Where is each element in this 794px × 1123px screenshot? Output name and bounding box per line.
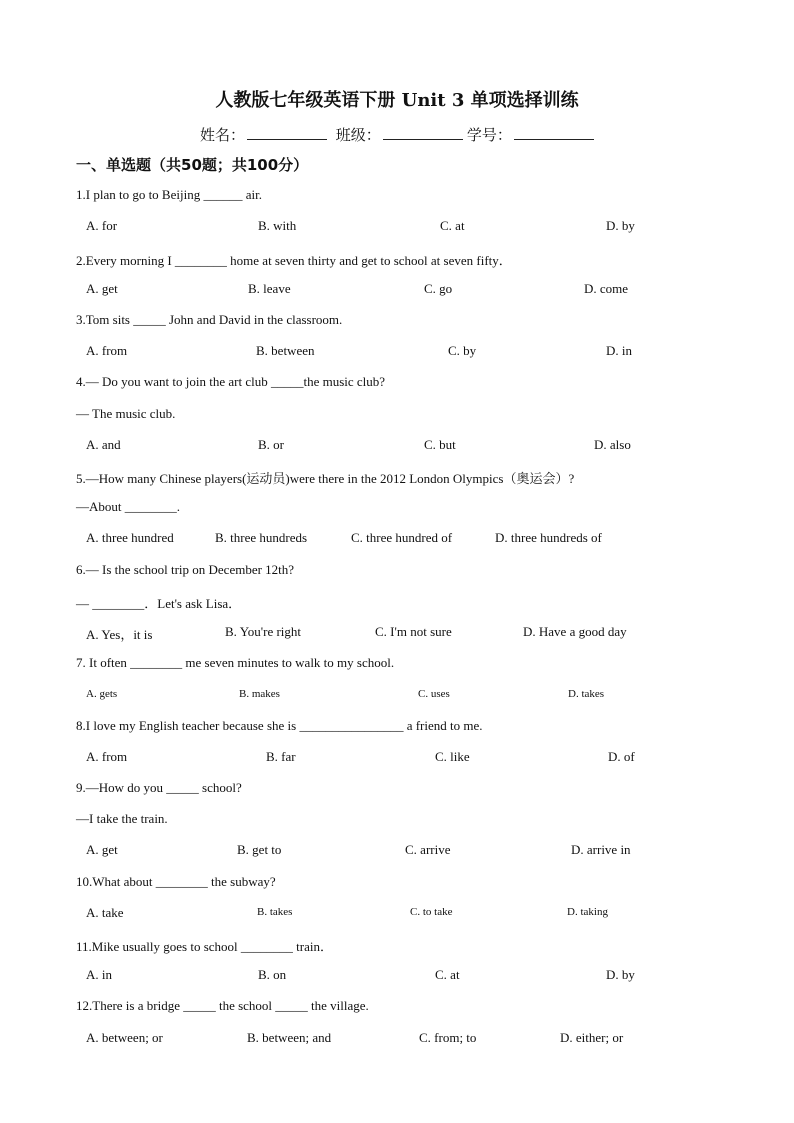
question-5-answer-line: —About ________. <box>76 499 180 514</box>
question-6-answer-line: — ________．Let's ask Lisa． <box>76 596 242 611</box>
question-3-text: 3.Tom sits _____ John and David in the classroom. <box>76 312 343 327</box>
question-12-text: 12.There is a bridge _____ the school _____ the village. <box>76 998 369 1013</box>
question-4-text: 4.— Do you want to join the art club _____the music club? <box>76 374 386 389</box>
question-4-answer-line: — The music club. <box>76 406 176 421</box>
question-4-option-c: C. but <box>424 437 456 452</box>
name-label: 姓名： <box>200 126 246 144</box>
question-6-option-b: B. You're right <box>225 624 302 639</box>
question-9-option-c: C. arrive <box>405 842 451 857</box>
question-7-option-b: B. makes <box>239 688 280 700</box>
question-3-option-a: A. from <box>86 343 128 358</box>
question-2-option-c: C. go <box>424 281 453 296</box>
question-2-text: 2.Every morning I ________ home at seven thirty and get to school at seven fifty． <box>76 253 512 268</box>
question-2-option-b: B. leave <box>248 281 291 296</box>
question-8-option-b: B. far <box>266 749 296 764</box>
question-5-option-b: B. three hundreds <box>215 530 308 545</box>
question-10-option-c: C. to take <box>410 906 453 918</box>
question-12-option-c: C. from; to <box>419 1030 477 1045</box>
question-11-option-c: C. at <box>435 967 460 982</box>
question-11-text: 11.Mike usually goes to school ________ train． <box>76 939 333 954</box>
id-label: 学号： <box>466 126 512 144</box>
question-12-option-b: B. between; and <box>247 1030 332 1045</box>
question-8-option-d: D. of <box>608 749 635 764</box>
question-6-text: 6.— Is the school trip on December 12th? <box>76 562 295 577</box>
question-7-option-a: A. gets <box>86 688 118 700</box>
question-6-option-d: D. Have a good day <box>523 624 627 639</box>
section-title: 一、单选题（共50题；共100分） <box>76 156 309 174</box>
question-5-option-c: C. three hundred of <box>351 530 453 545</box>
question-1-text: 1.I plan to go to Beijing ______ air. <box>76 187 262 202</box>
question-4-option-d: D. also <box>594 437 631 452</box>
question-10-option-d: D. taking <box>567 906 608 918</box>
question-3-option-b: B. between <box>256 343 315 358</box>
id-blank <box>514 125 594 140</box>
question-10-option-a: A. take <box>86 905 124 920</box>
question-12-option-a: A. between; or <box>86 1030 163 1045</box>
question-12-option-d: D. either; or <box>560 1030 624 1045</box>
question-7-option-d: D. takes <box>568 688 605 700</box>
question-9-text: 9.—How do you _____ school? <box>76 780 242 795</box>
question-8-option-c: C. like <box>435 749 470 764</box>
question-1-option-d: D. by <box>606 218 635 233</box>
question-3-option-c: C. by <box>448 343 477 358</box>
question-9-option-b: B. get to <box>237 842 282 857</box>
question-2-option-a: A. get <box>86 281 118 296</box>
question-2-option-d: D. come <box>584 281 629 296</box>
question-3-option-d: D. in <box>606 343 632 358</box>
question-8-text: 8.I love my English teacher because she is ________________ a friend to me. <box>76 718 483 733</box>
question-11-option-a: A. in <box>86 967 112 982</box>
question-4-option-b: B. or <box>258 437 284 452</box>
question-1-option-c: C. at <box>440 218 465 233</box>
class-label: 班级： <box>335 126 381 144</box>
question-6-option-a: A. Yes，it is <box>86 627 153 642</box>
question-7-option-c: C. uses <box>418 688 450 700</box>
question-9-option-d: D. arrive in <box>571 842 631 857</box>
question-10-text: 10.What about ________ the subway? <box>76 874 276 889</box>
question-8-option-a: A. from <box>86 749 128 764</box>
class-blank <box>383 125 463 140</box>
question-5-option-a: A. three hundred <box>86 530 174 545</box>
student-info-line <box>200 124 598 145</box>
question-6-option-c: C. I'm not sure <box>375 624 452 639</box>
page-title: 人教版七年级英语下册 Unit 3 单项选择训练 <box>215 90 579 111</box>
question-1-option-a: A. for <box>86 218 118 233</box>
name-blank <box>247 125 327 140</box>
question-5-option-d: D. three hundreds of <box>495 530 602 545</box>
question-7-text: 7. It often ________ me seven minutes to walk to my school. <box>76 655 395 670</box>
question-11-option-d: D. by <box>606 967 635 982</box>
question-5-text: 5.—How many Chinese players(运动员)were there in the 2012 London Olympics（奥运会）? <box>76 471 575 486</box>
question-9-option-a: A. get <box>86 842 118 857</box>
question-10-option-b: B. takes <box>257 906 293 918</box>
question-4-option-a: A. and <box>86 437 121 452</box>
question-9-answer-line: —I take the train. <box>76 811 168 826</box>
question-1-option-b: B. with <box>258 218 297 233</box>
question-11-option-b: B. on <box>258 967 287 982</box>
